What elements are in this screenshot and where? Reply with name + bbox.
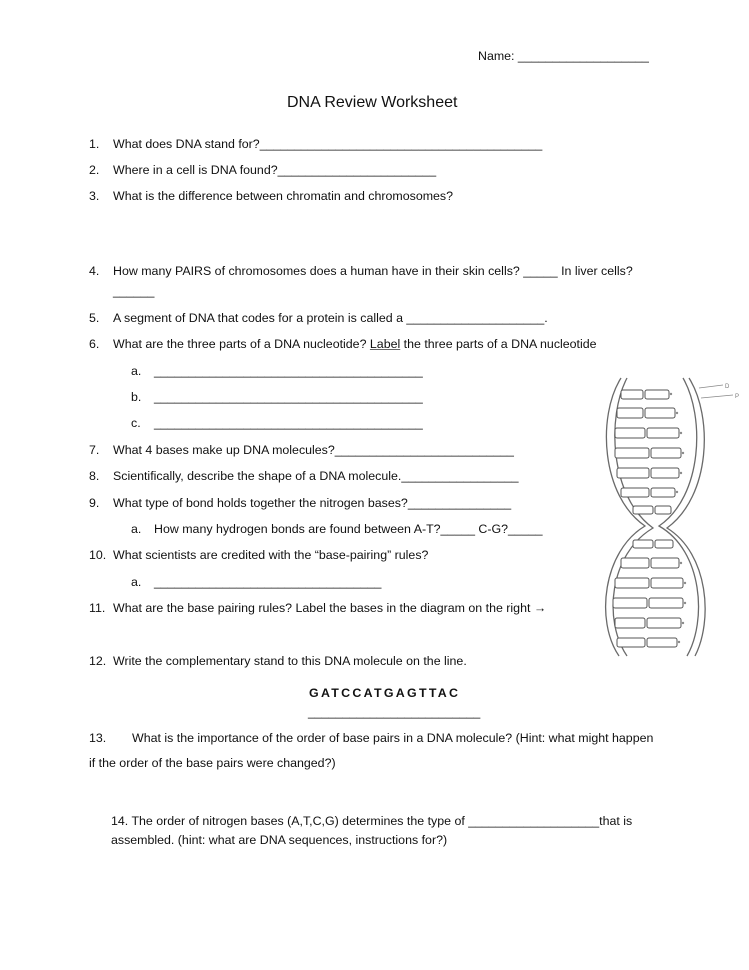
question-3-text: What is the difference between chromatin and chromosomes? <box>113 189 454 203</box>
base-pair-rung <box>651 558 679 568</box>
question-14-text-continued: assembled. (hint: what are DNA sequences, instructions for?) <box>111 833 448 847</box>
base-pair-rung <box>617 408 643 418</box>
answer-line: _________________________________ <box>154 575 382 589</box>
label-word: Label <box>369 337 401 351</box>
sub-letter: a. <box>131 522 142 536</box>
answer-line: _______________________________________ <box>154 416 423 430</box>
question-6-text <box>113 336 597 352</box>
question-5-text: A segment of DNA that codes for a protein is called a ____________________. <box>113 311 548 325</box>
diagram-label-p: P <box>735 394 740 400</box>
backbone-strand <box>613 378 653 656</box>
base-pair-rung <box>613 598 647 608</box>
question-4-answer-line: ______ <box>113 284 155 298</box>
question-number: 6. <box>89 337 100 351</box>
sub-letter: a. <box>131 364 142 378</box>
phosphate-dot <box>670 393 672 395</box>
sub-letter: a. <box>131 575 142 589</box>
base-pair-rung <box>651 468 679 478</box>
base-pair-rung <box>647 428 679 438</box>
question-6-text-part: the three parts of a DNA nucleotide <box>400 337 597 351</box>
backbone-strand <box>667 378 705 656</box>
base-pair-rung <box>649 598 683 608</box>
base-pair-rung <box>647 638 677 647</box>
dna-sequence: GATCCATGAGTTAC <box>309 686 461 700</box>
base-pair-rung <box>651 578 683 588</box>
question-13-text-continued: if the order of the base pairs were changed?) <box>89 756 336 770</box>
question-number: 4. <box>89 264 100 278</box>
question-13-text: What is the importance of the order of base pairs in a DNA molecule? (Hint: what might happen <box>132 731 654 745</box>
base-pair-rung <box>617 638 645 647</box>
phosphate-dot <box>682 452 684 454</box>
question-14-text: 14. The order of nitrogen bases (A,T,C,G) determines the type of ___________________that is <box>111 814 633 828</box>
question-number: 13. <box>89 731 107 745</box>
base-pair-rung <box>651 448 681 458</box>
base-pair-rung <box>617 468 649 478</box>
base-pair-rung <box>645 408 675 418</box>
base-pair-rung <box>633 506 653 514</box>
question-number: 7. <box>89 443 100 457</box>
backbone-strand <box>606 378 645 656</box>
answer-line: _______________________________________ <box>154 364 423 378</box>
arrow-right-icon: → <box>533 601 547 615</box>
question-9a-text: How many hydrogen bonds are found between A-T?_____ C-G?_____ <box>154 522 543 536</box>
question-12-text: Write the complementary stand to this DNA molecule on the line. <box>113 654 467 668</box>
question-number: 11. <box>89 601 106 615</box>
page-title: DNA Review Worksheet <box>287 94 458 111</box>
question-number: 9. <box>89 496 100 510</box>
base-pair-rung <box>655 506 671 514</box>
question-11-label: What are the base pairing rules? Label the bases in the diagram on the right <box>113 601 531 615</box>
base-pair-rung <box>621 558 649 568</box>
question-11-text <box>113 600 546 616</box>
diagram-label-d: D <box>725 384 730 390</box>
base-pair-rung <box>633 540 653 548</box>
question-2-text: Where in a cell is DNA found?_______________________ <box>113 163 437 177</box>
question-10-text: What scientists are credited with the “base-pairing” rules? <box>113 548 429 562</box>
dna-helix-diagram <box>603 376 743 658</box>
base-pair-rung <box>651 488 675 497</box>
question-6-text-part: What are the three parts of a DNA nucleotide? <box>113 337 370 351</box>
phosphate-dot <box>680 562 682 564</box>
question-9-text: What type of bond holds together the nitrogen bases?_______________ <box>113 496 512 510</box>
sub-letter: b. <box>131 390 142 404</box>
question-number: 10. <box>89 548 107 562</box>
question-number: 5. <box>89 311 100 325</box>
phosphate-dot <box>682 622 684 624</box>
question-number: 8. <box>89 469 100 483</box>
base-pair-rung <box>615 448 649 458</box>
question-7-text: What 4 bases make up DNA molecules?__________________________ <box>113 443 514 457</box>
base-pair-rung <box>647 618 681 628</box>
answer-line: _______________________________________ <box>154 390 423 404</box>
question-4-text: How many PAIRS of chromosomes does a human have in their skin cells? _____ In liver cells? <box>113 264 633 278</box>
question-8-text: Scientifically, describe the shape of a DNA molecule._________________ <box>113 469 519 483</box>
pointer-line <box>701 395 733 398</box>
question-number: 3. <box>89 189 100 203</box>
base-pair-rung <box>655 540 673 548</box>
base-pair-rung <box>615 618 645 628</box>
question-number: 12. <box>89 654 107 668</box>
pointer-line <box>699 385 723 388</box>
question-1-text: What does DNA stand for?_________________________________________ <box>113 137 543 151</box>
base-pair-rung <box>645 390 669 399</box>
question-number: 2. <box>89 163 100 177</box>
question-number: 1. <box>89 137 100 151</box>
answer-line: _________________________ <box>308 705 481 719</box>
sub-letter: c. <box>131 416 141 430</box>
name-field-label: Name: ___________________ <box>478 49 649 63</box>
base-pair-rung <box>621 390 643 399</box>
base-pair-rung <box>621 488 649 497</box>
base-pair-rung <box>615 428 645 438</box>
base-pair-rung <box>615 578 649 588</box>
